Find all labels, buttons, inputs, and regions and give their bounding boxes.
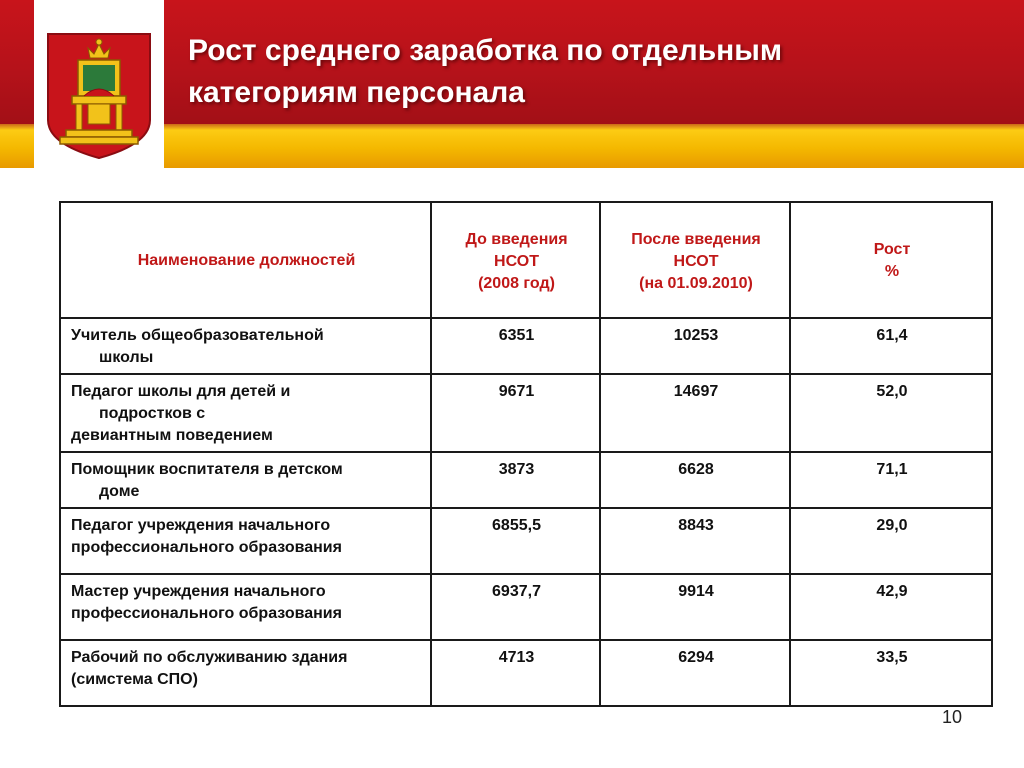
header-after: После введения НСОТ (на 01.09.2010) <box>600 202 790 318</box>
row-after: 9914 <box>600 574 790 640</box>
page-title <box>188 30 988 114</box>
row-growth: 52,0 <box>790 374 992 452</box>
table-row <box>60 452 992 508</box>
row-after: 6294 <box>600 640 790 706</box>
table-row <box>60 574 992 640</box>
row-before: 6937,7 <box>431 574 600 640</box>
header-name: Наименование должностей <box>60 202 431 318</box>
title-line-2: категориям персонала <box>188 76 525 109</box>
table-row <box>60 640 992 706</box>
row-name: Педагог школы для детей и подростков с девиантным поведением <box>60 374 431 452</box>
row-growth: 29,0 <box>790 508 992 574</box>
row-name: Педагог учреждения начального профессионального образования <box>60 508 431 574</box>
table-row <box>60 318 992 374</box>
header-growth: Рост % <box>790 202 992 318</box>
page-number: 10 <box>941 707 962 727</box>
table-row <box>60 374 992 452</box>
row-after: 8843 <box>600 508 790 574</box>
row-after: 14697 <box>600 374 790 452</box>
row-growth: 42,9 <box>790 574 992 640</box>
row-name: Рабочий по обслуживанию здания (симстема СПО) <box>60 640 431 706</box>
row-after: 10253 <box>600 318 790 374</box>
salary-table-container <box>59 201 991 707</box>
row-before: 3873 <box>431 452 600 508</box>
title-line-1: Рост среднего заработка по отдельным <box>188 34 783 67</box>
row-name: Мастер учреждения начального профессионального образования <box>60 574 431 640</box>
coat-of-arms-icon <box>44 32 154 160</box>
row-before: 4713 <box>431 640 600 706</box>
table-header-row <box>60 202 992 318</box>
table-row <box>60 508 992 574</box>
row-before: 9671 <box>431 374 600 452</box>
row-growth: 61,4 <box>790 318 992 374</box>
row-name: Учитель общеобразовательной школы <box>60 318 431 374</box>
row-growth: 33,5 <box>790 640 992 706</box>
row-before: 6351 <box>431 318 600 374</box>
row-after: 6628 <box>600 452 790 508</box>
row-name: Помощник воспитателя в детском доме <box>60 452 431 508</box>
header-before: До введения НСОТ (2008 год) <box>431 202 600 318</box>
salary-table <box>59 201 993 707</box>
row-growth: 71,1 <box>790 452 992 508</box>
row-before: 6855,5 <box>431 508 600 574</box>
